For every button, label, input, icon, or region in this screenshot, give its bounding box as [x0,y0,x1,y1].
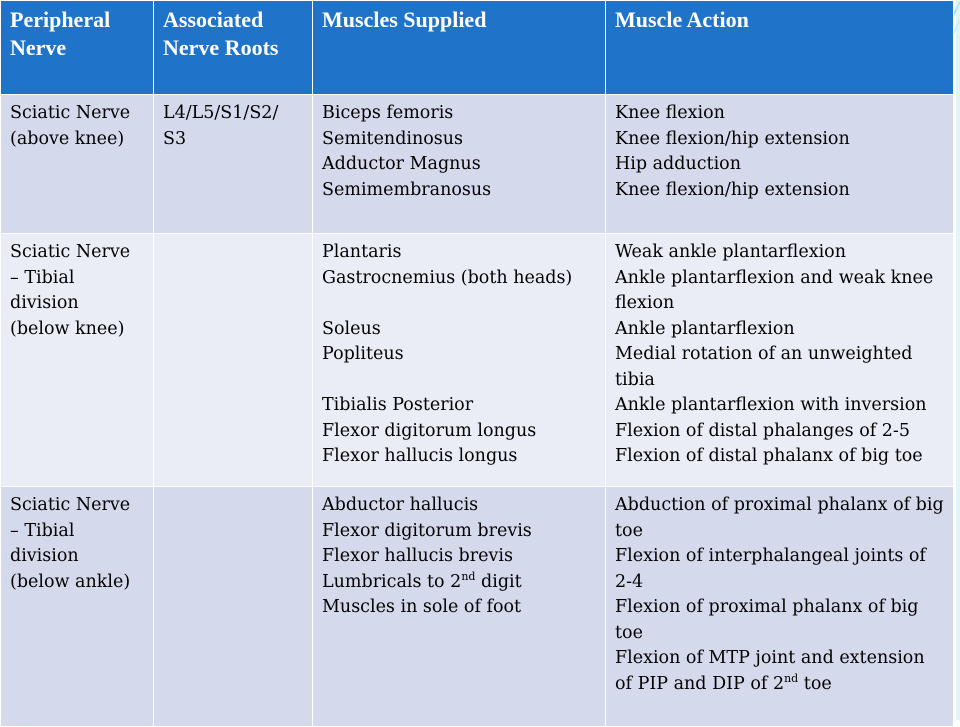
header-row [1,1,954,95]
nerve-line: Sciatic Nerve [10,242,131,262]
muscle-item: Gastrocnemius (both heads) [322,267,573,288]
muscle-item: Semitendinosus [322,128,464,149]
table-row [1,487,954,727]
muscle-item: Semimembranosus [322,179,492,200]
header-associated-nerve-roots: Associated Nerve Roots [154,1,313,95]
nerve-cell [1,487,154,727]
action-item: Flexion of distal phalanges of 2-5 [615,420,910,441]
action-item: Ankle plantarflexion with inversion [615,395,927,415]
action-item: Medial rotation of an unweighted tibia [615,344,913,390]
muscle-item: Flexor digitorum brevis [322,520,532,541]
muscle-item: Plantaris [322,242,402,262]
table-row [1,234,954,487]
muscle-item: Abductor hallucis [322,495,479,515]
actions-cell [606,95,954,234]
nerve-line: (above knee) [10,128,125,149]
nerve-cell [1,95,154,234]
nerve-line: division [10,546,79,566]
muscle-item: Flexor digitorum longus [322,420,537,441]
roots-cell [154,234,313,487]
muscle-item: Soleus [322,318,381,339]
muscle-item: Flexor hallucis longus [322,446,518,466]
muscles-cell [313,95,606,234]
muscle-item: Muscles in sole of foot [322,597,522,617]
muscle-item: Popliteus [322,344,404,364]
nerve-line: division [10,293,79,313]
roots-cell [154,95,313,234]
muscle-item: Adductor Magnus [322,154,481,174]
nerve-line: Sciatic Nerve [10,103,131,123]
nerve-line: (below knee) [10,318,125,339]
header-peripheral-nerve: Peripheral Nerve [1,1,154,95]
action-item: Abduction of proximal phalanx of big toe [615,495,944,541]
action-item: Flexion of distal phalanx of big toe [615,446,923,466]
nerve-line: – Tibial [10,520,75,541]
nerve-line: Sciatic Nerve [10,495,131,515]
nerve-line: – Tibial [10,267,75,288]
action-item: Flexion of proximal phalanx of big toe [615,597,919,643]
roots-line: L4/L5/S1/S2/ [163,103,279,123]
muscle-item: Lumbricals to 2nd digit [322,569,522,592]
roots-cell [154,487,313,727]
action-item: Ankle plantarflexion and weak knee flexion [615,267,934,313]
muscle-item: Biceps femoris [322,103,454,123]
header-muscle-action: Muscle Action [606,1,954,95]
action-item: Knee flexion [615,103,725,123]
action-item: Weak ankle plantarflexion [615,242,846,262]
action-item: Knee flexion/hip extension [615,128,850,149]
actions-cell [606,487,954,727]
actions-cell [606,234,954,487]
nerve-line: (below ankle) [10,571,131,592]
roots-line: S3 [163,128,187,149]
action-item: Knee flexion/hip extension [615,179,850,200]
table-row [1,95,954,234]
muscle-item: Tibialis Posterior [322,395,474,415]
action-item: Ankle plantarflexion [615,318,795,339]
spacer [322,291,597,317]
header-muscles-supplied: Muscles Supplied [313,1,606,95]
action-item: Flexion of MTP joint and extension of PIP and DIP of 2nd toe [615,648,925,694]
action-item: Flexion of interphalangeal joints of 2-4 [615,546,926,592]
muscle-item: Flexor hallucis brevis [322,546,513,566]
nerve-cell [1,234,154,487]
action-item: Hip adduction [615,154,741,174]
spacer [322,368,597,394]
muscles-cell [313,487,606,727]
muscles-cell [313,234,606,487]
